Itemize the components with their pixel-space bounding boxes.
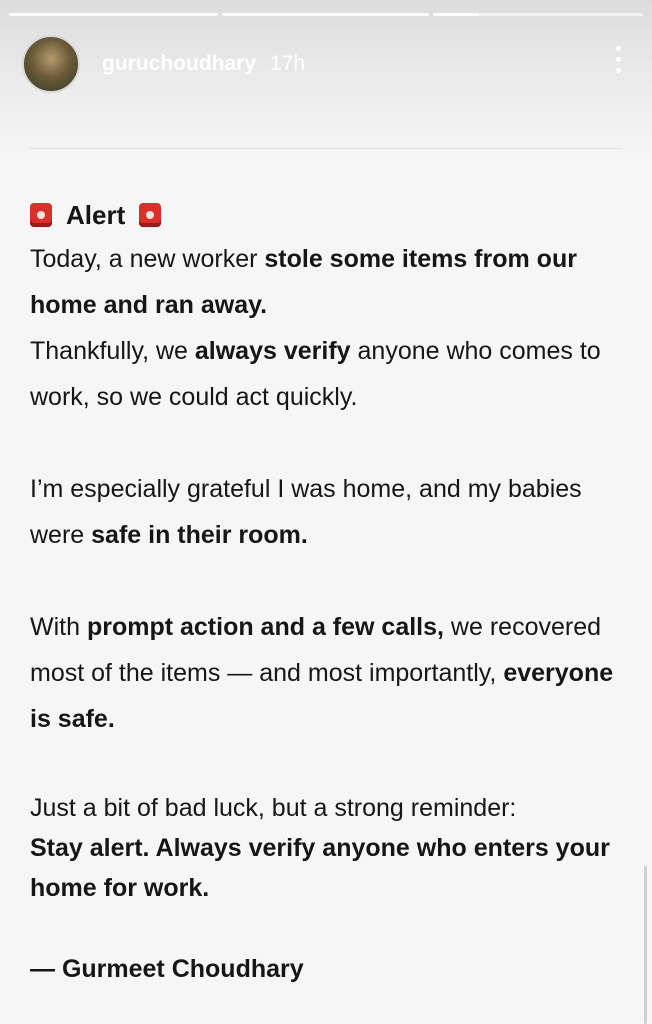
more-options-icon[interactable]: [614, 46, 622, 76]
paragraph-3: I’m especially grateful I was home, and my babies were safe in their room.: [30, 475, 582, 549]
paragraph-5: Just a bit of bad luck, but a strong reminder: Stay alert. Always verify anyone who enters your home for work.: [30, 794, 610, 902]
siren-icon: [139, 203, 161, 227]
progress-segment-active: [433, 13, 643, 16]
alert-title: Alert: [66, 199, 126, 230]
timestamp: 17h: [270, 52, 306, 75]
signature: — Gurmeet Choudhary: [30, 955, 304, 983]
paragraph-4: With prompt action and a few calls, we recovered most of the items — and most importantly, everyone is safe.: [30, 613, 614, 733]
progress-segment: [9, 13, 218, 16]
divider: [30, 148, 622, 149]
paragraph-1: Today, a new worker stole some items from our home and ran away.: [30, 245, 577, 319]
post-content: [30, 194, 630, 992]
scrollbar[interactable]: [644, 866, 647, 1024]
username[interactable]: guruchoudhary: [102, 52, 257, 75]
story-progress-bars: [9, 13, 643, 17]
paragraph-2: Thankfully, we always verify anyone who comes to work, so we could act quickly.: [30, 337, 601, 411]
siren-icon: [30, 203, 52, 227]
story-header: [22, 34, 305, 94]
progress-segment: [222, 13, 429, 16]
avatar[interactable]: [22, 35, 80, 93]
alert-heading: [30, 194, 630, 236]
